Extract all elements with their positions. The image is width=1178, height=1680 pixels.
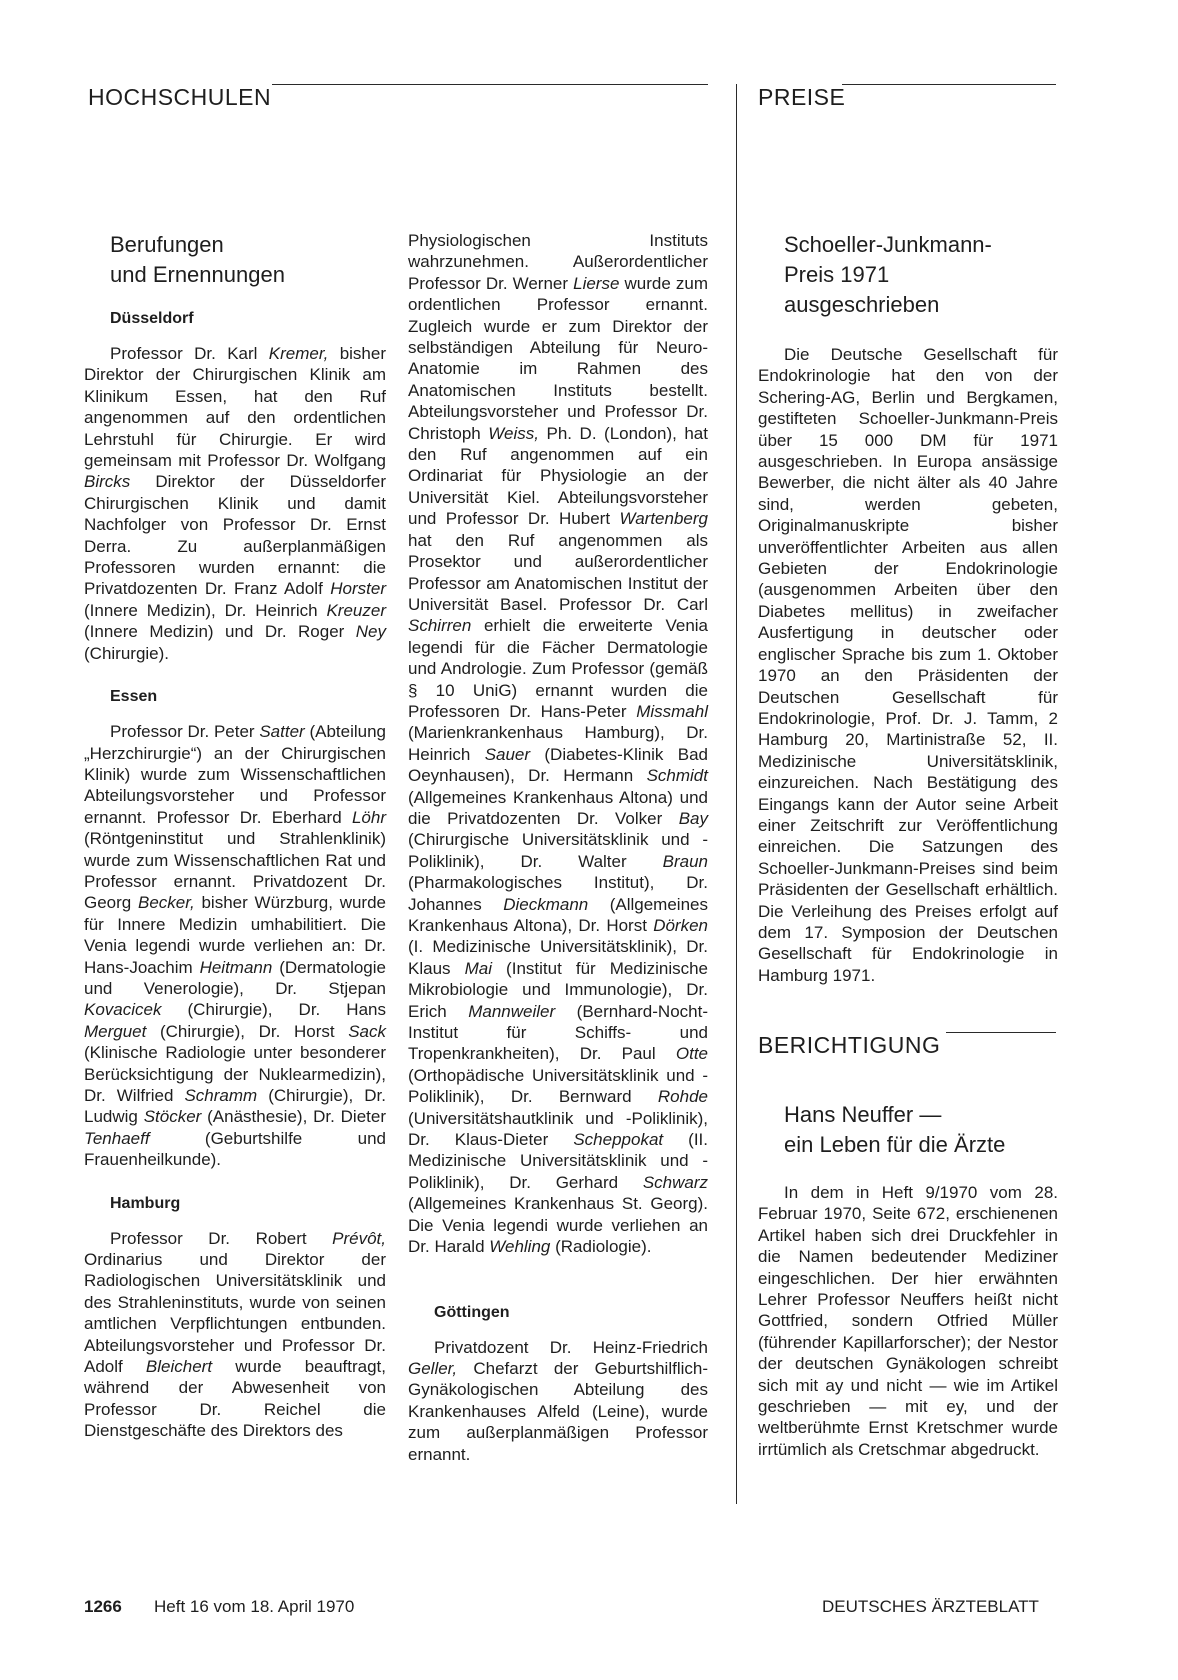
column-1 <box>84 230 386 1442</box>
column-3 <box>758 230 1058 986</box>
issue-info: Heft 16 vom 18. April 1970 <box>154 1597 355 1616</box>
paragraph-essen: Professor Dr. Peter Satter (Abteilung „Herzchirurgie“) an der Chirurgischen Klinik) wurde zum Wissenschaftlichen Abteilungsvorsteher und Professor ernannt. Professor Dr. Eberhard Löhr (Röntgeninstitut und Strahlenklinik) wurde zum Wissenschaftlichen Rat und Professor ernannt. Privatdozent Dr. Georg Becker, bisher Würzburg, wurde für Innere Medizin umhabilitiert. Die Venia legendi wurde verliehen an: Dr. Hans-Joachim Heitmann (Dermatologie und Venerologie), Dr. Stjepan Kovacicek (Chirurgie), Dr. Hans Merguet (Chirurgie), Dr. Horst Sack (Klinische Radiologie unter besonderer Berücksichtigung der Nuklearmedizin), Dr. Wilfried Schramm (Chirurgie), Dr. Ludwig Stöcker (Anästhesie), Dr. Dieter Tenhaeff (Geburtshilfe und Frauenheilkunde). <box>84 722 387 1170</box>
column-divider <box>736 84 737 1504</box>
column-3-berichtigung <box>758 1100 1058 1460</box>
title-line: Hans Neuffer — <box>784 1102 942 1127</box>
section-header-hochschulen: HOCHSCHULEN <box>88 84 272 110</box>
header-rule-left <box>272 84 708 85</box>
paragraph-duesseldorf: Professor Dr. Karl Kremer, bisher Direktor der Chirurgischen Klinik am Klinikum Essen, hat den Ruf angenommen auf den ordentlichen Lehrstuhl für Chirurgie. Er wird gemeinsam mit Professor Dr. Wolfgang Bircks Direktor der Düsseldorfer Chirurgischen Klinik und damit Nachfolger von Professor Dr. Ernst Derra. Zu außerplanmäßigen Professoren wurden ernannt: die Privatdozenten Dr. Franz Adolf Horster (Innere Medizin), Dr. Heinrich Kreuzer (Innere Medizin) und Dr. Roger Ney (Chirurgie). <box>84 344 386 663</box>
article-title-berufungen <box>84 230 386 290</box>
paragraph-goettingen: Privatdozent Dr. Heinz-Friedrich Geller, Chefarzt der Geburtshilflich-Gynäkologischen Abteilung des Krankenhauses Alfeld (Leine), wurde zum außerplanmäßigen Professor ernannt. <box>408 1337 708 1464</box>
title-line: ausgeschrieben <box>784 292 940 317</box>
article-title-schoeller-junkmann <box>758 230 1058 320</box>
header-rule-right <box>842 84 1056 85</box>
column-2 <box>408 230 708 1465</box>
title-line: ein Leben für die Ärzte <box>784 1132 1006 1157</box>
title-line: Schoeller-Junkmann- <box>784 232 992 257</box>
paragraph-neuffer: In dem in Heft 9/1970 vom 28. Februar 1970, Seite 672, erschienenen Artikel haben sich drei Druckfehler in die Namen bedeutender Mediziner eingeschlichen. Der hier erwähnten Lehrer Professor Neuffers heißt nicht Gottfried, sondern Otfried Müller (führender Kapillarforscher); der Nestor der deutschen Gynäkologen schreibt sich mit ay und nicht — wie im Artikel geschrieben — mit ey, und der weltberühmte Ernst Kretschmer wurde irrtümlich als Cretschmar abgedruckt. <box>758 1183 1058 1459</box>
paragraph-schoeller-junkmann: Die Deutsche Gesellschaft für Endokrinologie hat den von der Schering-AG, Berlin und Bergkamen, gestifteten Schoeller-Junkmann-Preis über 15 000 DM für 1971 ausgeschrieben. In Europa ansässige Bewerber, die nicht älter als 40 Jahre sind, werden gebeten, Originalmanuskripte bisher unveröffentlichter Arbeiten aus allen Gebieten der Endokrinologie (ausgenommen Arbeiten über den Diabetes mellitus) in zweifacher Ausfertigung in deutscher oder englischer Sprache bis zum 1. Oktober 1970 an den Präsidenten der Deutschen Gesellschaft für Endokrinologie, Prof. Dr. J. Tamm, 2 Hamburg 20, Martinistraße 52, II. Medizinische Universitätsklinik, einzureichen. Nach Bestätigung des Eingangs kann der Autor seine Arbeit einer Zeitschrift zur Veröffentlichung einreichen. Die Satzungen des Schoeller-Junkmann-Preises sind beim Präsidenten der Gesellschaft erhältlich. Die Verleihung des Preises erfolgt auf dem 17. Symposion der Deutschen Gesellschaft für Endokrinologie in Hamburg 1971. <box>758 345 1058 985</box>
paragraph-hamburg-continued: Physiologischen Instituts wahrzunehmen. Außerordentlicher Professor Dr. Werner Lierse wurde zum ordentlichen Professor ernannt. Zugleich wurde er zum Direktor der selbständigen Abteilung für Neuro-Anatomie im Rahmen des Anatomischen Instituts bestellt. Abteilungsvorsteher und Professor Dr. Christoph Weiss, Ph. D. (London), hat den Ruf angenommen auf ein Ordinariat für Physiologie an der Universität Kiel. Abteilungsvorsteher und Professor Dr. Hubert Wartenberg hat den Ruf angenommen als Prosektor und außerordentlicher Professor am Anatomischen Institut der Universität Basel. Professor Dr. Carl Schirren erhielt die erweiterte Venia legendi für die Fächer Dermatologie und Andrologie. Zum Professor (gemäß § 10 UniG) ernannt wurden die Professoren Dr. Hans-Peter Missmahl (Marienkrankenhaus Hamburg), Dr. Heinrich Sauer (Diabetes-Klinik Bad Oeynhausen), Dr. Hermann Schmidt (Allgemeines Krankenhaus Altona) und die Privatdozenten Dr. Volker Bay (Chirurgische Universitätsklinik und -Poliklinik), Dr. Walter Braun (Pharmakologisches Institut), Dr. Johannes Dieckmann (Allgemeines Krankenhaus Altona), Dr. Horst Dörken (I. Medizinische Universitätsklinik), Dr. Klaus Mai (Institut für Medizinische Mikrobiologie und Immunologie), Dr. Erich Mannweiler (Bernhard-Nocht-Institut für Schiffs- und Tropenkrankheiten), Dr. Paul Otte (Orthopädische Universitätsklinik und -Poliklinik), Dr. Bernward Rohde (Universitätshautklinik und -Poliklinik), Dr. Klaus-Dieter Scheppokat (II. Medizinische Universitätsklinik und -Poliklinik), Dr. Gerhard Schwarz (Allgemeines Krankenhaus St. Georg). Die Venia legendi wurde verliehen an Dr. Harald Wehling (Radiologie). <box>408 231 709 1257</box>
subheading-goettingen: Göttingen <box>434 1303 510 1321</box>
subheading-duesseldorf: Düsseldorf <box>110 310 194 327</box>
title-line: Berufungen <box>110 232 224 257</box>
subheading-essen: Essen <box>110 688 158 706</box>
section-header-berichtigung: BERICHTIGUNG <box>758 1032 941 1058</box>
title-line: Preis 1971 <box>784 262 890 287</box>
title-line: und Ernennungen <box>110 262 285 287</box>
article-title-neuffer <box>758 1100 1058 1160</box>
subheading-hamburg: Hamburg <box>110 1194 181 1212</box>
page-number: 1266 <box>84 1597 122 1616</box>
header-rule-berichtigung <box>946 1032 1056 1033</box>
section-header-preise: PREISE <box>758 84 846 110</box>
journal-name: DEUTSCHES ÄRZTEBLATT <box>822 1597 1039 1616</box>
paragraph-hamburg: Professor Dr. Robert Prévôt, Ordinarius und Direktor der Radiologischen Universitätsklinik und des Strahleninstituts, wurde von seinen amtlichen Verpflichtungen entbunden. Abteilungsvorsteher und Professor Dr. Adolf Bleichert wurde beauftragt, während der Abwesenheit von Professor Dr. Reichel die Dienstgeschäfte des Direktors des <box>84 1228 386 1441</box>
